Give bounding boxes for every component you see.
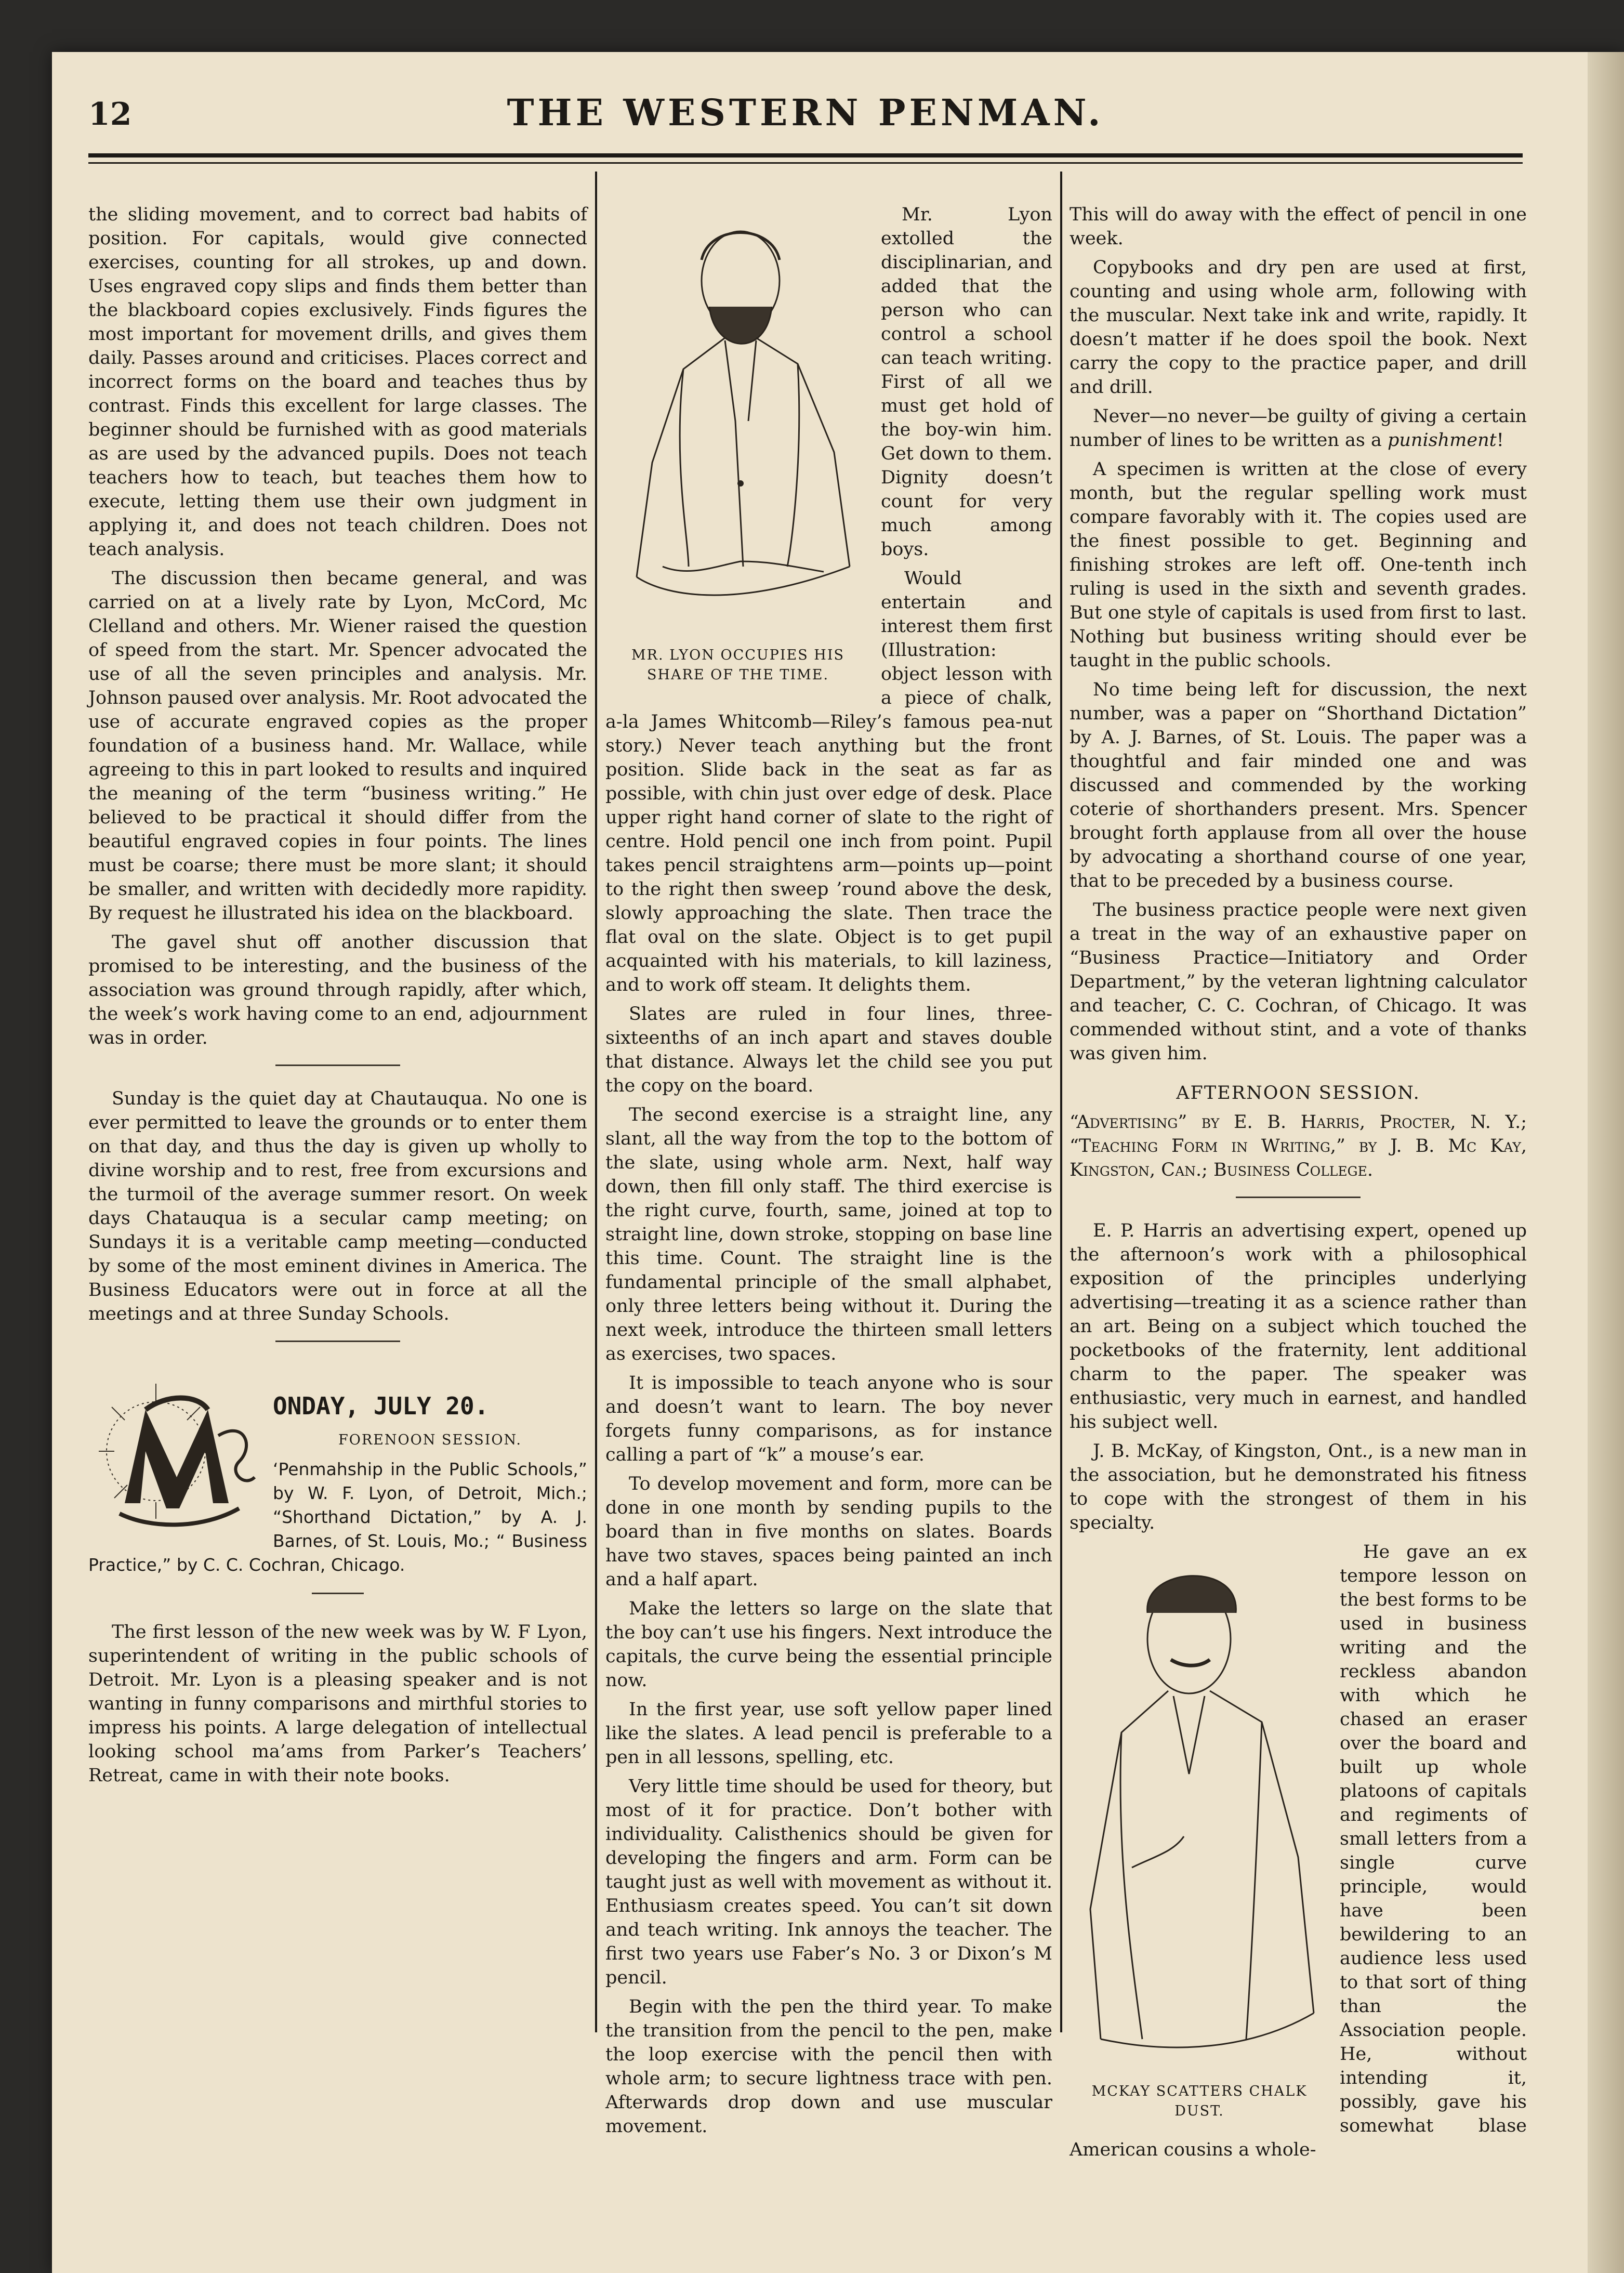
section-divider: [275, 1065, 400, 1066]
column-1: [88, 203, 587, 1793]
emphasis: punishment: [1387, 430, 1497, 451]
paragraph: Make the letters so large on the slate that the boy can’t use his fingers. Next introduce the capitals, the curve being the essential principle now.: [605, 1598, 1052, 1691]
paragraph: The discussion then became general, and was carried on at a lively rate by Lyon, McCord, Mc Clelland and others. Mr. Wiener raised the question of speed from the start. Mr. Spencer advocated the use of all the seven principles and analysis. Mr. Johnson paused over analysis. Mr. Root advocated the use of accurate engraved copies as the proper foundation of a business hand. Mr. Wallace, while agreeing to this in part looked to results and inquired the meaning of the term “business writing.” He believed to be practical it should differ from the beautiful engraved copies in four points. The lines must be coarse; there must be more slant; it should be smaller, and written with decidedly more rapidity. By request he illustrated his idea on the blackboard.: [88, 568, 587, 924]
paragraph: Would entertain and interest them first (Illustration: object lesson with a piece of chalk, a-la James Whitcomb—Riley’s famous pea-nut story.) Never teach anything but the front position. Slide back in the seat as far as possible, with chin just over edge of desk. Place upper right hand corner of slate to the right of centre. Hold pencil one inch from point. Pupil takes pencil straightens arm—points up—point to the right then sweep ’round above the desk, slowly approaching the slate. Then trace the flat oval on the slate. Object is to get pupil acquainted with his materials, to kill laziness, and to work off steam. It delights them.: [605, 568, 1052, 995]
lyon-portrait-illustration: [605, 203, 870, 639]
paragraph: The first lesson of the new week was by W. F Lyon, superintendent of writing in the public schools of Detroit. Mr. Lyon is a pleasing speaker and is not wanting in funny comparisons and mirthful stories to impress his points. A large delegation of intellectual looking school ma’ams from Parker’s Teachers’ Retreat, came in with their note books.: [88, 1622, 587, 1786]
text-run: Never—no never—be guilty of giving a certain number of lines to be written as a: [1070, 406, 1527, 451]
lyon-caption: MR. LYON OCCUPIES HIS SHARE OF THE TIME.: [631, 647, 845, 683]
paragraph: Slates are ruled in four lines, three-sixteenths of an inch apart and staves double that distance. Always let the child see you put the copy on the board.: [605, 1004, 1052, 1096]
mckay-figure: [1070, 1545, 1329, 2121]
paragraph: J. B. McKay, of Kingston, Ont., is a new man in the association, but he demonstrated his fitness to cope with the strongest of them in his specialty.: [1070, 1441, 1527, 1533]
page-edge: [1588, 52, 1624, 2273]
monday-heading: ONDAY, JULY 20.: [273, 1392, 489, 1420]
short-divider: [312, 1593, 364, 1594]
afternoon-session-heading: AFTERNOON SESSION.: [1176, 1083, 1420, 1103]
paragraph: A specimen is written at the close of every month, but the regular spelling work must compare favorably with it. The copies used are the finest possible to get. Beginning and finishing strokes are left off. One-tenth inch ruling is used in the sixth and seventh grades. But one style of capitals is used from first to last. Nothing but business writing should ever be taught in the public schools.: [1070, 459, 1527, 671]
text-run: !: [1496, 430, 1504, 451]
paragraph: It is impossible to teach anyone who is sour and doesn’t want to learn. The boy never forgets funny comparisons, as for instance calling a part of “k” a mouse’s ear.: [605, 1373, 1052, 1465]
paragraph: Copybooks and dry pen are used at first, counting and using whole arm, following with the muscular. Next take ink and write, rapidly. It doesn’t matter if he does spoil the book. Next carry the copy to the practice paper, and drill and drill.: [1070, 257, 1527, 398]
paragraph: The gavel shut off another discussion that promised to be interesting, and the business of the association was ground through rapidly, after which, the week’s work having come to an end, adjournment was in order.: [88, 932, 587, 1048]
header-rule-thin: [88, 162, 1523, 164]
column-2: [605, 203, 1052, 2144]
paragraph: Sunday is the quiet day at Chautauqua. No one is ever permitted to leave the grounds or to enter them on that day, and thus the day is given up wholly to divine worship and to rest, free from excursions and the turmoil of the average summer resort. On week days Chatauqua is a secular camp meeting; on Sundays it is a veritable camp meeting—conducted by some of the most eminent divines in America. The Business Educators were out in force at all the meetings and at three Sunday Schools.: [88, 1088, 587, 1324]
paragraph: Begin with the pen the third year. To make the transition from the pencil to the pen, make the loop exercise with the pencil then with whole arm; to secure lightness trace with pen. Afterwards drop down and use muscular movement.: [605, 1996, 1052, 2137]
paragraph: In the first year, use soft yellow paper lined like the slates. A lead pencil is preferable to a pen in all lessons, spelling, etc.: [605, 1699, 1052, 1768]
paragraph: Mr. Lyon extolled the disciplinarian, and added that the person who can control a school can teach writing. First of all we must get hold of the boy-win him. Get down to them. Dignity doesn’t count for very much among boys.: [881, 204, 1052, 560]
paragraph: The business practice people were next given a treat in the way of an exhaustive paper on “Business Practice—Initiatory and Order Department,” by the veteran lightning calculator and teacher, C. C. Cochran, of Chicago. It was commended without stint, and a vote of thanks was given him.: [1070, 900, 1527, 1064]
afternoon-session-list: “Advertising” by E. B. Harris, Procter, N. Y.; “Teaching Form in Writing,” by J. B. Mc Kay, Kingston, Can.; Business College.: [1070, 1112, 1527, 1180]
mckay-portrait-illustration: [1070, 1545, 1329, 2075]
column-3: [1070, 203, 1527, 2167]
column-rule-1: [595, 172, 597, 2032]
header-rule-thick: [88, 153, 1523, 157]
section-divider: [1236, 1197, 1361, 1198]
paragraph: No time being left for discussion, the next number, was a paper on “Shorthand Dictation” by A. J. Barnes, of St. Louis. The paper was a thoughtful and fair minded one and was discussed and commended by the working coterie of shorthanders present. Mrs. Spencer brought forth applause from all over the house by advocating a shorthand course of one year, that to be preceded by a business course.: [1070, 679, 1527, 891]
paragraph: This will do away with the effect of pencil in one week.: [1070, 204, 1527, 249]
paragraph: E. P. Harris an advertising expert, opened up the afternoon’s work with a philosophical exposition of the principles underlying advertising—treating it as a science rather than an art. Being on a subject which touched the pocketbooks of the fraternity, lent additional charm to the paper. The speaker was enthusiastic, very much in earnest, and handled his subject well.: [1070, 1220, 1527, 1433]
paragraph: To develop movement and form, more can be done in one month by sending pupils to the board than in five months on slates. Boards have two staves, spaces being painted an inch and a half apart.: [605, 1474, 1052, 1590]
forenoon-session-label: FORENOON SESSION.: [338, 1432, 522, 1448]
section-divider: [275, 1341, 400, 1342]
mckay-caption: MCKAY SCATTERS CHALK DUST.: [1091, 2083, 1308, 2119]
monday-section: [88, 1373, 587, 1577]
paragraph: Very little time should be used for theory, but most of it for practice. Don’t bother with individuality. Calisthenics should be given for developing the fingers and arm. Form can be taught just as well with movement as without it. Enthusiasm creates speed. You can’t sit down and teach writing. Ink annoys the teacher. The first two years use Faber’s No. 3 or Dixon’s M pencil.: [605, 1776, 1052, 1988]
paragraph: [1070, 404, 1527, 452]
paragraph: the sliding movement, and to correct bad habits of position. For capitals, would give connected exercises, counting for all strokes, up and down. Uses engraved copy slips and finds them better than the blackboard copies exclusively. Finds figures the most important for movement drills, and gives them daily. Passes around and criticises. Places correct and incorrect forms on the board and teaches thus by contrast. Finds this excellent for large classes. The beginner should be furnished with as good materials as are used by the advanced pupils. Does not teach teachers how to teach, but teaches them how to execute, letting them use their own judgment in applying it, and does not teach children. Does not teach analysis.: [88, 204, 587, 560]
ornate-m-drop-cap-illustration: [88, 1373, 265, 1545]
lyon-figure: [605, 203, 870, 685]
page-header: [88, 91, 1523, 153]
column-rule-2: [1060, 172, 1062, 2032]
paragraph: He gave an ex tempore lesson on the best forms to be used in business writing and the reckless abandon with which he chased an eraser over the board and built up whole platoons of capitals and regiments of small letters from a single curve principle, would have been bewildering to an audience less used to that sort of thing than the Association people. He, without intending it, possibly, gave his somewhat blase American cousins a whole-: [1070, 1542, 1527, 2160]
page-number: 12: [88, 96, 132, 133]
forenoon-session-list: ‘Penmahship in the Public Schools,” by W. F. Lyon, of Detroit, Mich.; “Shorthand Dictation,” by A. J. Barnes, of St. Louis, Mo.; “ Business Practice,” by C. C. Cochran, Chicago.: [88, 1459, 587, 1575]
paragraph: The second exercise is a straight line, any slant, all the way from the top to the bottom of the slate, using whole arm. Next, half way down, then fill only staff. The third exercise is the right curve, fourth, same, joined at top to straight line, down stroke, stopping on base line this time. Count. The straight line is the fundamental principle of the small alphabet, only three letters being without it. During the next week, introduce the thirteen small letters as exercises, two spaces.: [605, 1105, 1052, 1364]
running-title: THE WESTERN PENMAN.: [507, 91, 1104, 134]
